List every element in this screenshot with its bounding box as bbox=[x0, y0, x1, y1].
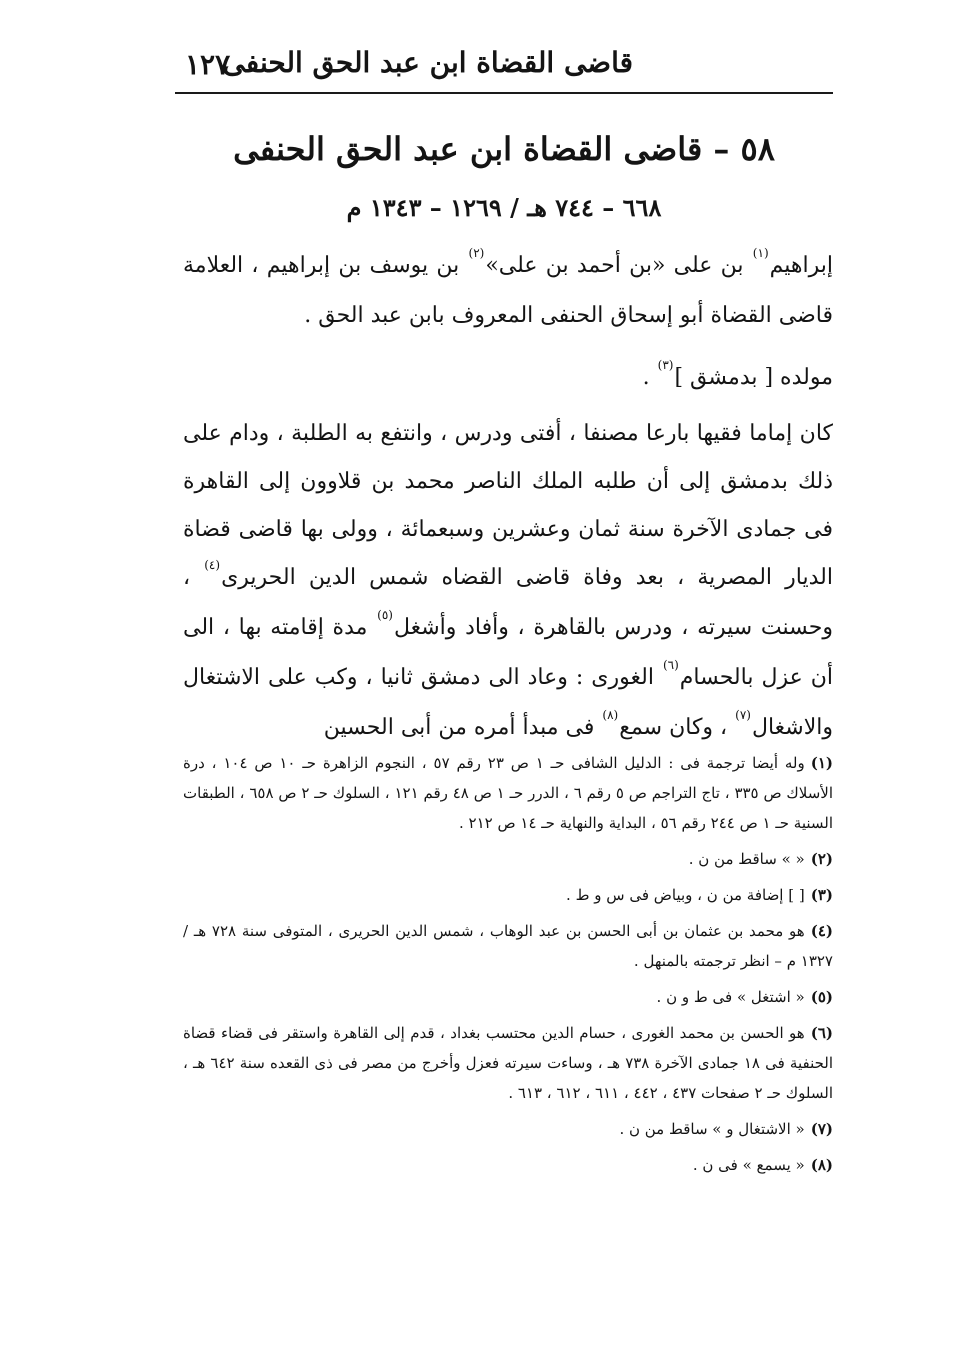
biography-paragraph-career bbox=[183, 410, 833, 754]
text-run: إبراهيم bbox=[769, 253, 833, 278]
footnote-6 bbox=[183, 1018, 833, 1108]
footnote-text: هو محمد بن عثمان بن أبى الحسن بن عبد الوهاب ، شمس الدين الحريرى ، المتوفى سنة ٧٢٨ هـ / ١٣٢٧ م – انظر ترجمته بالمنهل . bbox=[183, 922, 833, 970]
footnote-text: « يسمع » فى ن . bbox=[692, 1156, 805, 1174]
footnote-text: هو الحسن بن محمد الغورى ، حسام الدين محتسب بغداد ، قدم إلى القاهرة واستقر فى قضاء قضاة الحنفية فى ١٨ جمادى الآخرة ٧٣٨ هـ ، وساءت سيرته فعزل وأخرج من مصر فى ذى القعده سنة ٦٤٢ هـ ، السلوك حـ ٢ صفحات ٤٣٧ ، ٤٤٢ ، ٦١١ ، ٦١٢ ، ٦١٣ . bbox=[183, 1024, 834, 1102]
footnote-ref-1: (١) bbox=[752, 246, 769, 260]
footnote-text: « اشتغل » فى ط و ن . bbox=[656, 988, 805, 1006]
text-run: كان إماما فقيها بارعا مصنفا ، أفتى ودرس ، وانتفع به الطلبة ، ودام على ذلك بدمشق إلى أن طلبه الملك الناصر محمد بن قلاوون إلى القاهرة فى جمادى الآخرة سنة ثمان وعشرين وسبعمائة ، وولى بها قاضى قضاة الديار المصرية ، بعد وفاة قاضى القضاه شمس الدين الحريرى bbox=[183, 421, 833, 590]
page-number: ١٢٧ bbox=[185, 48, 231, 81]
running-header bbox=[175, 40, 833, 94]
footnote-number: (٣) bbox=[810, 886, 833, 904]
footnote-5 bbox=[183, 982, 833, 1012]
footnote-ref-6: (٦) bbox=[662, 658, 679, 672]
text-run: . bbox=[642, 365, 650, 390]
footnote-8 bbox=[183, 1150, 833, 1180]
footnote-2 bbox=[183, 844, 833, 874]
footnote-text: « » ساقط من ن . bbox=[688, 850, 805, 868]
biography-paragraph-birth bbox=[183, 354, 833, 404]
text-run: بن يوسف بن إبراهيم ، العلامة قاضى القضاة أبو إسحاق الحنفى المعروف بابن عبد الحق . bbox=[183, 253, 833, 328]
text-run: مولده [ بدمشق ] bbox=[674, 365, 833, 390]
entry-dates: ٦٦٨ – ٧٤٤ هـ / ١٢٦٩ – ١٣٤٣ م bbox=[346, 193, 662, 222]
footnote-text: وله أيضا ترجمة فى : الدليل الشافى حـ ١ ص ٢٣ رقم ٥٧ ، النجوم الزاهرة حـ ١٠ ص ١٠٤ ، درة الأسلاك ص ٣٣٥ ، تاج التراجم ص ٥ رقم ٦ ، الدرر حـ ١ ص ٤٨ رقم ١٢١ ، السلوك حـ ٢ ص ٦٥٨ ، الطبقات السنية حـ ١ ص ٢٤٤ رقم ٥٦ ، البداية والنهاية حـ ١٤ ص ٢١٢ . bbox=[183, 754, 834, 832]
footnote-ref-7: (٧) bbox=[735, 708, 751, 722]
text-run: مدة إقامته بها ، الى أن عزل بالحسام bbox=[183, 615, 833, 690]
biography-paragraph-name bbox=[183, 242, 833, 340]
running-title: قاضى القضاة ابن عبد الحق الحنفى bbox=[222, 46, 633, 79]
text-run: الغورى : وعاد الى دمشق ثانيا ، وكب على الاشتغال والاشغال bbox=[183, 665, 833, 740]
footnote-ref-5: (٥) bbox=[377, 608, 393, 622]
footnote-number: (٨) bbox=[810, 1156, 833, 1174]
footnotes-section bbox=[183, 748, 833, 1186]
footnote-3 bbox=[183, 880, 833, 910]
footnote-ref-3: (٣) bbox=[657, 358, 674, 372]
footnote-number: (١) bbox=[810, 754, 834, 772]
footnote-text: « الاشتغال و » ساقط من ن . bbox=[619, 1120, 805, 1138]
footnote-ref-8: (٨) bbox=[602, 708, 619, 722]
footnote-text: [ ] إضافة من ن ، وبياض فى س و ط . bbox=[566, 886, 805, 904]
text-run: بن على «بن أحمد بن على» bbox=[485, 253, 744, 278]
footnote-ref-2: (٢) bbox=[468, 246, 485, 260]
entry-title: ٥٨ – قاضى القضاة ابن عبد الحق الحنفى bbox=[233, 130, 775, 168]
text-run: ، وكان سمع bbox=[619, 715, 728, 740]
text-run: فى مبدأ أمره من أبى الحسين bbox=[323, 715, 595, 740]
footnote-4 bbox=[183, 916, 833, 976]
footnote-number: (٥) bbox=[810, 988, 833, 1006]
footnote-number: (٧) bbox=[810, 1120, 833, 1138]
footnote-7 bbox=[183, 1114, 833, 1144]
text-run: ، وحسنت سيرته ، ودرس بالقاهرة ، وأفاد وأشغل bbox=[183, 565, 833, 640]
footnote-ref-4: (٤) bbox=[204, 558, 221, 572]
footnote-number: (٤) bbox=[810, 922, 833, 940]
footnote-number: (٢) bbox=[810, 850, 833, 868]
footnote-number: (٦) bbox=[810, 1024, 833, 1042]
footnote-1 bbox=[183, 748, 833, 838]
